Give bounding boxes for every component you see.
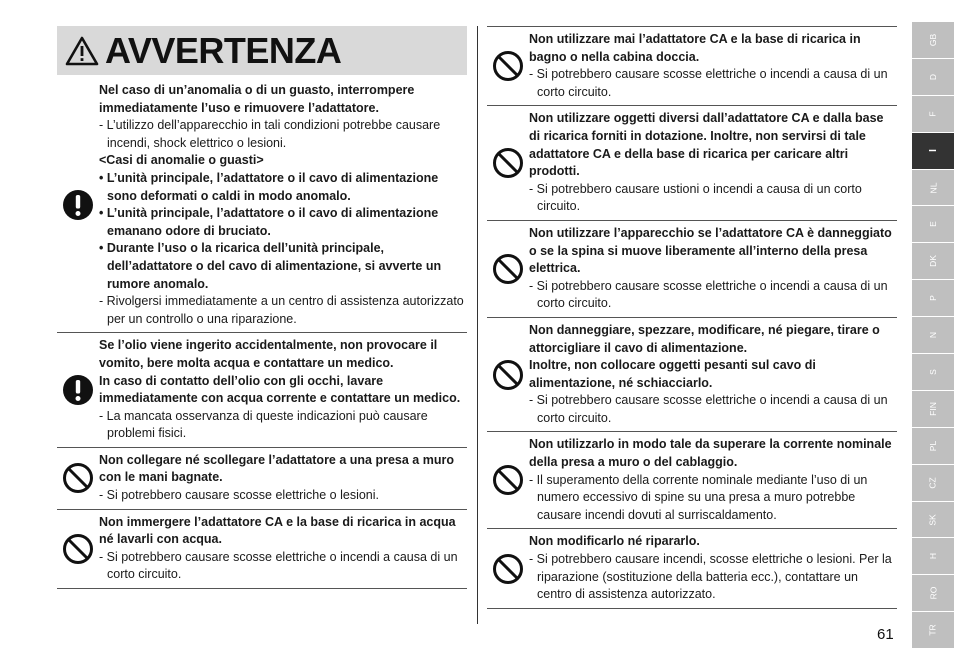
language-tab-label: DK — [928, 255, 938, 268]
warning-item — [487, 221, 897, 318]
warning-note: - Si potrebbero causare scosse elettriche o incendi a causa di un corto circuito. — [529, 67, 888, 99]
prohibited-icon — [487, 221, 529, 317]
page-title: AVVERTENZA — [105, 29, 342, 71]
language-tab-ro[interactable] — [912, 575, 954, 612]
warning-heading: Inoltre, non collocare oggetti pesanti sul cavo di alimentazione, né schiacciarlo. — [529, 358, 816, 390]
prohibited-icon — [57, 448, 99, 509]
language-tab-label: H — [927, 553, 938, 560]
warning-item — [57, 448, 467, 510]
language-tab-label: S — [927, 369, 938, 375]
warning-heading: Non utilizzare mai l’adattatore CA e la base di ricarica in bagno o nella cabina doccia. — [529, 32, 861, 64]
column-divider — [477, 26, 478, 624]
language-tab-sk[interactable] — [912, 502, 954, 539]
prohibited-icon — [487, 27, 529, 105]
warning-bullet: • Durante l’uso o la ricarica dell’unità principale, dell’adattatore o del cavo di alimentazione, si avverte un rumore anomalo. — [99, 241, 442, 291]
warning-note: - Si potrebbero causare incendi, scosse elettriche o lesioni. Per la riparazione (sostituzione della batteria ecc.), contattare un centro di assistenza autorizzato. — [529, 552, 892, 602]
warning-note: - Il superamento della corrente nominale mediante l’uso di un numero eccessivo di spine su una presa a muro potrebbe causare incendi dovuti al surriscaldamento. — [529, 472, 868, 522]
warning-text — [529, 221, 897, 317]
warning-heading: Nel caso di un’anomalia o di un guasto, interrompere immediatamente l’uso e rimuovere l’adattatore. — [99, 83, 415, 115]
language-tabs — [912, 22, 954, 649]
prohibited-icon — [487, 432, 529, 528]
language-tab-label: CZ — [928, 476, 938, 489]
warning-note: - Rivolgersi immediatamente a un centro di assistenza autorizzato per un controllo o una riparazione. — [99, 294, 464, 326]
warning-heading: In caso di contatto dell’olio con gli occhi, lavare immediatamente con acqua corrente e contattare un medico. — [99, 373, 461, 406]
warning-heading: Non utilizzare oggetti diversi dall’adattatore CA e dalla base di ricarica forniti in dotazione. Inoltre, non servirsi di tale adattatore CA e della base di ricarica per caricare altri prodotti. — [529, 111, 884, 179]
warning-note: - Si potrebbero causare scosse elettriche o lesioni. — [99, 488, 380, 503]
language-tab-fin[interactable] — [912, 391, 954, 428]
warning-text — [529, 106, 897, 220]
warning-item — [487, 26, 897, 106]
warning-text — [529, 27, 897, 105]
language-tab-label: N — [927, 331, 938, 339]
language-tab-gb[interactable] — [912, 22, 954, 59]
language-tab-f[interactable] — [912, 96, 954, 133]
warning-item — [487, 318, 897, 433]
warning-item — [487, 432, 897, 529]
language-tab-label: P — [927, 295, 938, 302]
language-tab-label: I — [927, 149, 939, 152]
warning-item — [57, 78, 467, 333]
warning-item — [57, 333, 467, 448]
language-tab-tr[interactable] — [912, 612, 954, 649]
prohibited-icon — [487, 529, 529, 607]
warning-icon — [65, 36, 99, 66]
left-column — [57, 78, 467, 589]
warning-heading: Non modificarlo né ripararlo. — [529, 534, 700, 549]
language-tab-h[interactable] — [912, 538, 954, 575]
warning-note: - Si potrebbero causare scosse elettriche o incendi a causa di un corto circuito. — [529, 278, 888, 311]
language-tab-label: D — [927, 73, 938, 80]
language-tab-label: SK — [928, 513, 938, 526]
language-tab-d[interactable] — [912, 59, 954, 96]
warning-note: - L’utilizzo dell’apparecchio in tali condizioni potrebbe causare incendi, shock elettrico o lesioni. — [99, 118, 441, 150]
right-column — [487, 26, 897, 609]
warning-item — [487, 106, 897, 221]
language-tab-nl[interactable] — [912, 170, 954, 207]
section-header — [57, 26, 467, 75]
page-number: 61 — [877, 626, 894, 643]
warning-heading: <Casi di anomalie o guasti> — [99, 153, 264, 168]
language-tab-label: F — [927, 111, 938, 117]
warning-note: - Si potrebbero causare ustioni o incendi a causa di un corto circuito. — [529, 181, 862, 214]
language-tab-p[interactable] — [912, 280, 954, 317]
warning-note: - Si potrebbero causare scosse elettriche o incendi a causa di un corto circuito. — [529, 393, 888, 425]
language-tab-s[interactable] — [912, 354, 954, 391]
warning-note: - Si potrebbero causare scosse elettriche o incendi a causa di un corto circuito. — [99, 549, 458, 582]
language-tab-label: PL — [928, 440, 938, 451]
language-tab-i[interactable] — [912, 133, 954, 170]
language-tab-label: NL — [928, 182, 938, 193]
prohibited-icon — [487, 106, 529, 220]
warning-text — [99, 333, 467, 447]
prohibited-icon — [487, 318, 529, 432]
warning-heading: Se l’olio viene ingerito accidentalmente, non provocare il vomito, bere molta acqua e contattare un medico. — [99, 338, 438, 370]
language-tab-dk[interactable] — [912, 243, 954, 280]
warning-text — [529, 432, 897, 528]
warning-text — [99, 78, 467, 332]
language-tab-pl[interactable] — [912, 428, 954, 465]
language-tab-label: RO — [928, 586, 938, 600]
warning-item — [57, 510, 467, 589]
warning-bullet: • L’unità principale, l’adattatore o il cavo di alimentazione emanano odore di bruciato. — [99, 206, 439, 238]
prohibited-icon — [57, 510, 99, 588]
warning-text — [99, 448, 467, 509]
warning-item — [487, 529, 897, 608]
language-tab-label: E — [927, 221, 938, 228]
warning-text — [529, 529, 897, 607]
language-tab-label: FIN — [927, 401, 938, 416]
warning-text — [529, 318, 897, 432]
warning-text — [99, 510, 467, 588]
language-tab-label: GB — [928, 33, 938, 47]
warning-heading: Non immergere l’adattatore CA e la base di ricarica in acqua né lavarli con acqua. — [99, 514, 456, 547]
language-tab-label: TR — [928, 624, 938, 636]
mandatory-icon — [57, 78, 99, 332]
warning-heading: Non utilizzarlo in modo tale da superare la corrente nominale della presa a muro o del cablaggio. — [529, 437, 892, 470]
warning-heading: Non collegare né scollegare l’adattatore a una presa a muro con le mani bagnate. — [99, 452, 454, 485]
warning-note: - La mancata osservanza di queste indicazioni può causare problemi fisici. — [99, 408, 428, 441]
warning-heading: Non danneggiare, spezzare, modificare, né piegare, tirare o attorcigliare il cavo di alimentazione. — [529, 322, 880, 355]
language-tab-cz[interactable] — [912, 465, 954, 502]
mandatory-icon — [57, 333, 99, 447]
warning-heading: Non utilizzare l’apparecchio se l’adattatore CA è danneggiato o se la spina si muove liberamente all’interno della presa elettrica. — [529, 225, 892, 276]
language-tab-e[interactable] — [912, 206, 954, 243]
warning-bullet: • L’unità principale, l’adattatore o il cavo di alimentazione sono deformati o caldi in modo anomalo. — [99, 170, 439, 203]
language-tab-n[interactable] — [912, 317, 954, 354]
